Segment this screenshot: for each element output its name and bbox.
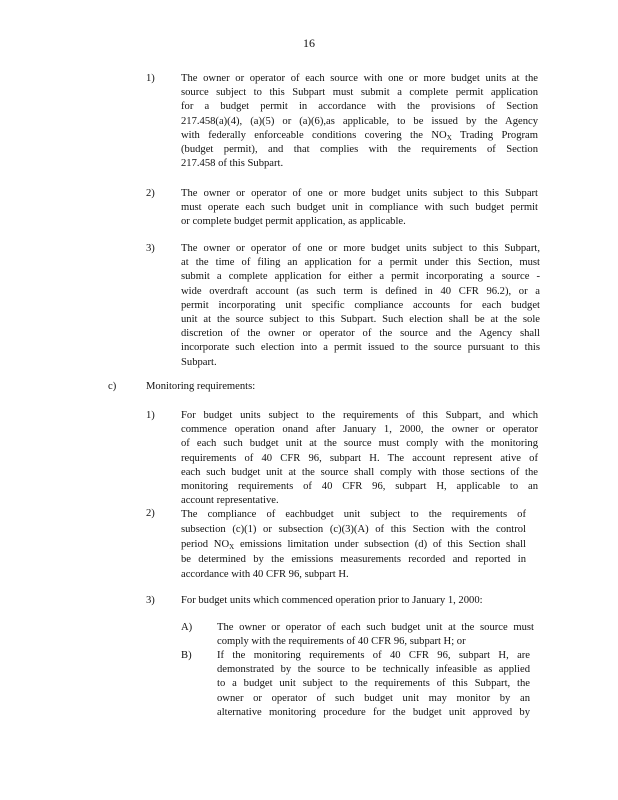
text-line: unit at the source subject to this Subpart. Such election shall be at the sole <box>181 314 540 326</box>
text-line: to a budget unit subject to the requirements of this Subpart, the <box>217 678 530 690</box>
text-fragment: emissions limitation under subsection (d) of this Section shall <box>239 539 526 550</box>
paragraph-c-item-3 <box>181 594 538 608</box>
text-line: 217.458 of this Subpart. <box>181 158 284 170</box>
paragraph-c-item-2 <box>181 507 526 582</box>
paragraph-c-item-1 <box>181 409 538 508</box>
item-label-3: 3) <box>146 243 155 254</box>
text-line: The owner or operator of each such budget unit at the source must <box>217 622 534 633</box>
text-fragment: Trading Program <box>459 129 538 141</box>
paragraph-item-2 <box>181 187 538 230</box>
text-line: accordance with 40 CFR 96, subpart H. <box>181 569 349 580</box>
text-line: If the monitoring requirements of 40 CFR 96, subpart H, are <box>217 650 530 661</box>
sub-item-label-a: A) <box>181 622 193 633</box>
paragraph-sub-item-b <box>217 649 530 720</box>
text-line: commence operation onand after January 1, 2000, the owner or operator <box>181 424 538 436</box>
sub-item-label-b: B) <box>181 650 192 661</box>
text-line: permit incorporating unit specific compliance accounts for each budget <box>181 299 540 311</box>
text-line: comply with the requirements of 40 CFR 96, subpart H; or <box>217 636 466 648</box>
text-line: demonstrated by the source to be technically infeasible as applied <box>217 664 530 676</box>
text-line: Subpart. <box>181 356 217 368</box>
text-line: each such budget unit at the source shall comply with those sections of the <box>181 466 538 478</box>
text-line: source subject to this Subpart must submit a complete permit application <box>181 87 538 99</box>
text-line: owner or operator of such budget unit may monitor by an <box>217 692 530 704</box>
paragraph-sub-item-a <box>217 621 534 649</box>
text-line: alternative monitoring procedure for the budget unit approved by <box>217 706 530 718</box>
text-line: The owner or operator of one or more budget units subject to this Subpart, <box>181 243 540 254</box>
text-line: subsection (c)(1) or subsection (c)(3)(A) of this Section with the control <box>181 524 526 535</box>
text-line: The owner or operator of each source with one or more budget units at the <box>181 73 538 84</box>
text-line-with-subscript <box>181 129 538 143</box>
item-label-1: 1) <box>146 73 155 84</box>
section-title-monitoring: Monitoring requirements: <box>146 381 256 392</box>
text-line: monitoring requirements of 40 CFR 96, subpart H, applicable to an <box>181 481 538 493</box>
text-line: be determined by the emissions measurements recorded and reported in <box>181 554 526 565</box>
text-line: requirements of 40 CFR 96, subpart H. The account represent ative of <box>181 452 538 464</box>
text-line: incorporate such election into a permit issued to the source pursuant to this <box>181 342 540 354</box>
text-line: for a budget permit in accordance with the provisions of Section <box>181 101 538 113</box>
subscript: X <box>229 543 235 551</box>
text-line: submit a complete application for either a permit incorporating a source - <box>181 271 540 283</box>
text-fragment: with federally enforceable conditions covering the NO <box>181 129 447 141</box>
page-number: 16 <box>303 36 315 50</box>
text-line: at the time of filing an application for a permit under this Section, must <box>181 257 540 269</box>
text-line: discretion of the owner or operator of the source and the Agency shall <box>181 328 540 340</box>
text-line: For budget units which commenced operation prior to January 1, 2000: <box>181 595 483 606</box>
paragraph-item-3 <box>181 242 540 370</box>
text-line: of each such budget unit at the source must comply with the monitoring <box>181 438 538 450</box>
text-line: or complete budget permit application, as applicable. <box>181 216 406 228</box>
text-line: (budget permit), and that complies with the requirements of Section <box>181 144 538 156</box>
item-label-2: 2) <box>146 188 155 199</box>
text-fragment: period NO <box>181 539 230 550</box>
section-label-c: c) <box>108 381 117 392</box>
c-item-label-1: 1) <box>146 410 155 421</box>
text-line: account representative. <box>181 495 279 507</box>
c-item-label-2: 2) <box>146 508 155 519</box>
subscript: X <box>446 133 452 142</box>
c-item-label-3: 3) <box>146 595 155 606</box>
text-line: The owner or operator of one or more budget units subject to this Subpart <box>181 188 538 199</box>
text-line-with-subscript <box>181 537 526 552</box>
text-line: wide overdraft account (as such term is defined in 40 CFR 96.2), or a <box>181 285 540 297</box>
text-line: The compliance of eachbudget unit subject to the requirements of <box>181 509 526 520</box>
text-line: 217.458(a)(4), (a)(5) or (a)(6),as applicable, to be issued by the Agency <box>181 115 538 127</box>
paragraph-item-1 <box>181 72 538 171</box>
text-line: must operate each such budget unit in compliance with such budget permit <box>181 202 538 214</box>
text-line: For budget units subject to the requirements of this Subpart, and which <box>181 410 538 421</box>
